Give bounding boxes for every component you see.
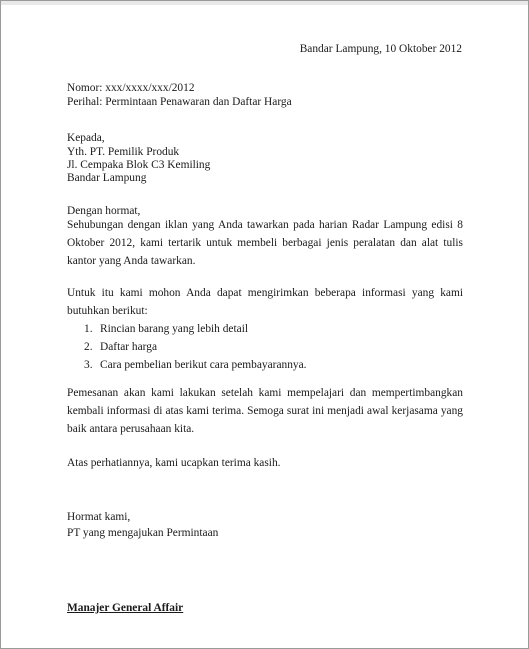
recipient-name: Yth. PT. Pemilik Produk [67,146,180,158]
letter-number: Nomor: xxx/xxxx/xxx/2012 [67,82,195,94]
closing-thanks: Atas perhatiannya, kami ucapkan terima kasih. [67,457,281,469]
paragraph-1: Sehubungan dengan iklan yang Anda tawarkan pada harian Radar Lampung edisi 8 Oktober 2012, kami tertarik untuk membeli berbagai jenis peralatan dan alat tulis kantor yang Anda tawarkan. [67,219,463,267]
list-text: Daftar harga [100,341,158,353]
paragraph-3: Pemesanan akan kami lakukan setelah kami mempelajari dan mempertimbangkan kembali informasi di atas kami terima. Semoga surat ini menjadi awal kerjasama yang baik antara perusahaan kita. [67,387,463,435]
letter-subject: Perihal: Permintaan Penawaran dan Daftar Harga [67,96,292,108]
salutation: Dengan hormat, [67,205,141,217]
recipient-kepada: Kepada, [67,132,105,144]
page-top-edge [1,1,528,5]
list-item [67,338,307,356]
list-number: 2. [84,341,93,353]
list-item [67,320,307,338]
paragraph-2: Untuk itu kami mohon Anda dapat mengirimkan beberapa informasi yang kami butuhkan berikut: [67,287,463,317]
list-number: 3. [84,359,93,371]
list-number: 1. [84,323,93,335]
list-text: Cara pembelian berikut cara pembayarannya. [100,359,307,371]
sender-name: PT yang mengajukan Permintaan [67,527,219,539]
request-list [67,320,307,374]
closing-greeting: Hormat kami, [67,511,131,523]
recipient-city: Bandar Lampung [67,172,147,184]
list-item [67,356,307,374]
letter-date: Bandar Lampung, 10 Oktober 2012 [299,43,462,55]
recipient-street: Jl. Cempaka Blok C3 Kemiling [67,159,211,171]
list-text: Rincian barang yang lebih detail [100,323,249,335]
signatory-title: Manajer General Affair [67,602,184,614]
